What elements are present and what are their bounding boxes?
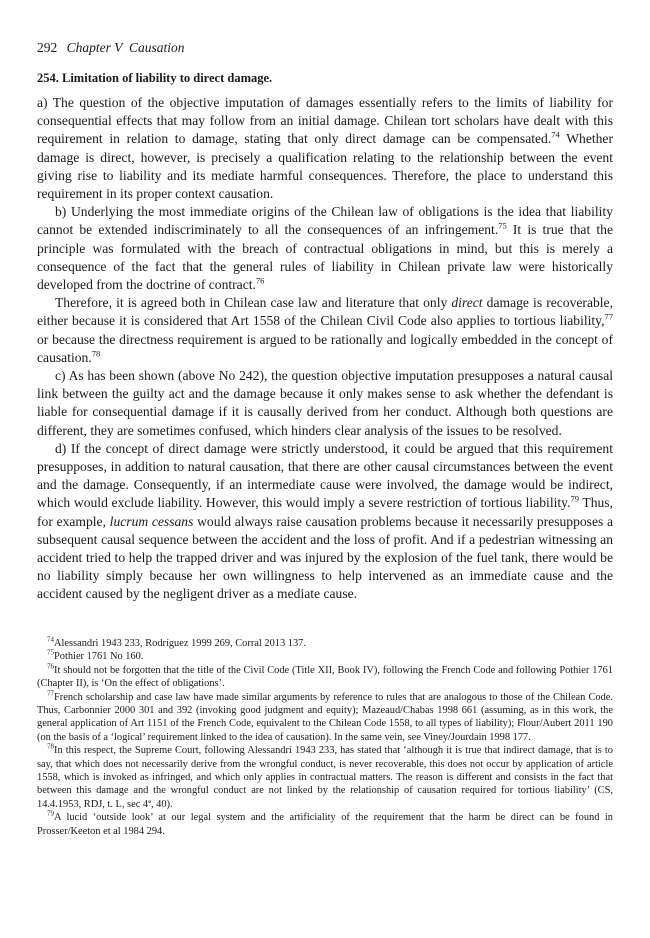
footnote (37, 637, 613, 650)
footnote-ref[interactable]: 75 (498, 220, 507, 231)
footnote-text: In this respect, the Supreme Court, following Alessandri 1943 233, has stated that ‘although it is true that indirect damage, that is to say, that which does not necessarily derive from the wrongful conduct, is never recoverable, this does not occur by application of article 1558, which is invoked as infringed, and which only applies in contractual matters. The reason is different and consists in the fact that between this damage and the wrongful conduct are not linked by the relationship of causation required for tortious liability’ (CS, 14.4.1953, RDJ, t. L, sec 4ª, 40). (37, 745, 613, 810)
emphasis: lucrum cessans (109, 513, 194, 529)
paragraph-c: c) As has been shown (above No 242), the question objective imputation presupposes a natural causal link between the guilty act and the damage because it only makes sense to ask whether the defendant is liable for consequential damage if it is causally derived from her conduct. Although both questions are different, they are sometimes confused, which hinders clear analysis of the issues to be resolved. (37, 368, 613, 438)
page-number: 292 (37, 40, 58, 55)
paragraph-b-cont (37, 294, 613, 367)
footnote-number: 75 (47, 648, 54, 657)
text-run: damage is recoverable, either because it is considered that Art 1558 of the Chilean Civil Code also applies to tortious liability, (37, 295, 613, 329)
footnote (37, 664, 613, 691)
paragraph-a (37, 94, 613, 203)
text-run: It is true that the principle was formulated with the breach of contractual obligations in mind, but this is merely a consequence of the fact that the general rules of liability in Chilean private law were historically developed from the doctrine of contract. (37, 222, 613, 293)
body-text (37, 94, 613, 604)
text-run: d) If the concept of direct damage were strictly understood, it could be argued that this requirement presupposes, in addition to natural causation, that there are other causal circumstances between the event and the damage. Consequently, if an intermediate cause were involved, the damage would be indirect, which would exclude liability. However, this would imply a severe restriction of tortious liability. (37, 440, 613, 511)
footnote (37, 650, 613, 663)
text-run: Thus, for example, (37, 495, 613, 529)
footnote-text: French scholarship and case law have made similar arguments by reference to rules that are analogous to those of the Chilean Code. Thus, Carbonnier 2000 301 and 392 (invoking good judgment and equity); Mazeaud/Chabas 1998 661 (assuming, as in this work, the general application of Art 1151 of the French Code, equivalent to the Chilean Code 1558, to all types of liability); Flour/Aubert 2011 190 (on the basis of a ‘logical’ requirement linked to the idea of causation). In the same vein, see Viney/Jourdain 1998 177. (37, 691, 613, 743)
footnote-number: 79 (47, 809, 54, 818)
text-run: a) The question of the objective imputation of damages essentially refers to the limits of liability for consequential effects that may follow from an initial damage. Chilean tort scholars have dealt with this requirement in relation to damage, stating that only direct damage can be compensated. (37, 95, 613, 147)
footnote-ref[interactable]: 77 (604, 311, 613, 322)
running-title: Chapter V Causation (66, 40, 185, 55)
text-run: b) Underlying the most immediate origins of the Chilean law of obligations is the idea that liability cannot be extended indiscriminately to all the consequences of an infringement. (37, 204, 613, 238)
footnote-text: Alessandri 1943 233, Rodríguez 1999 269, Corral 2013 137. (54, 638, 306, 649)
running-head (37, 40, 185, 56)
footnote-ref[interactable]: 78 (91, 348, 101, 359)
text-run: or because the directness requirement is argued to be rationally and logically embedded in the concept of causation. (37, 331, 613, 365)
footnote-ref[interactable]: 79 (570, 493, 579, 504)
footnote-number: 76 (47, 662, 54, 671)
paragraph-b (37, 203, 613, 294)
footnote-text: A lucid ‘outside look’ at our legal system and the artificiality of the requirement that the harm be direct can be found in Prosser/Keeton et al 1984 294. (37, 812, 613, 837)
footnote-text: It should not be forgotten that the title of the Civil Code (Title XII, Book IV), following the French Code and following Pothier 1761 (Chapter II), is ‘On the effect of obligations’. (37, 664, 613, 690)
footnote (37, 691, 613, 745)
text-run: Therefore, it is agreed both in Chilean case law and literature that only (55, 295, 452, 311)
footnote-ref[interactable]: 74 (551, 129, 560, 140)
paragraph-d (37, 440, 613, 604)
emphasis: direct (451, 295, 483, 311)
footnote-text: Pothier 1761 No 160. (54, 651, 144, 663)
footnote-number: 78 (47, 742, 54, 751)
footnote (37, 811, 613, 838)
footnote (37, 744, 613, 811)
footnote-number: 77 (47, 689, 54, 698)
footnote-ref[interactable]: 76 (255, 275, 265, 286)
footnote-number: 74 (47, 635, 54, 644)
text-run: would always raise causation problems because it necessarily presupposes a subsequent causal sequence between the accident and the loss of profit. And if a pedestrian witnessing an accident tried to help the trapped driver and was injured by the explosion of the fuel tank, there would be no liability simply because her own willingness to help intervened as an immediate cause and the accident caused by the negligent driver as a mediate cause. (37, 513, 614, 602)
footnotes (37, 637, 613, 838)
text-run: Whether damage is direct, however, is precisely a qualification relating to the relationship between the event giving rise to liability and its mediate harmful consequences. Therefore, the place to understand this requirement in its proper context causation. (37, 131, 613, 202)
section-title: 254. Limitation of liability to direct damage. (37, 71, 273, 85)
